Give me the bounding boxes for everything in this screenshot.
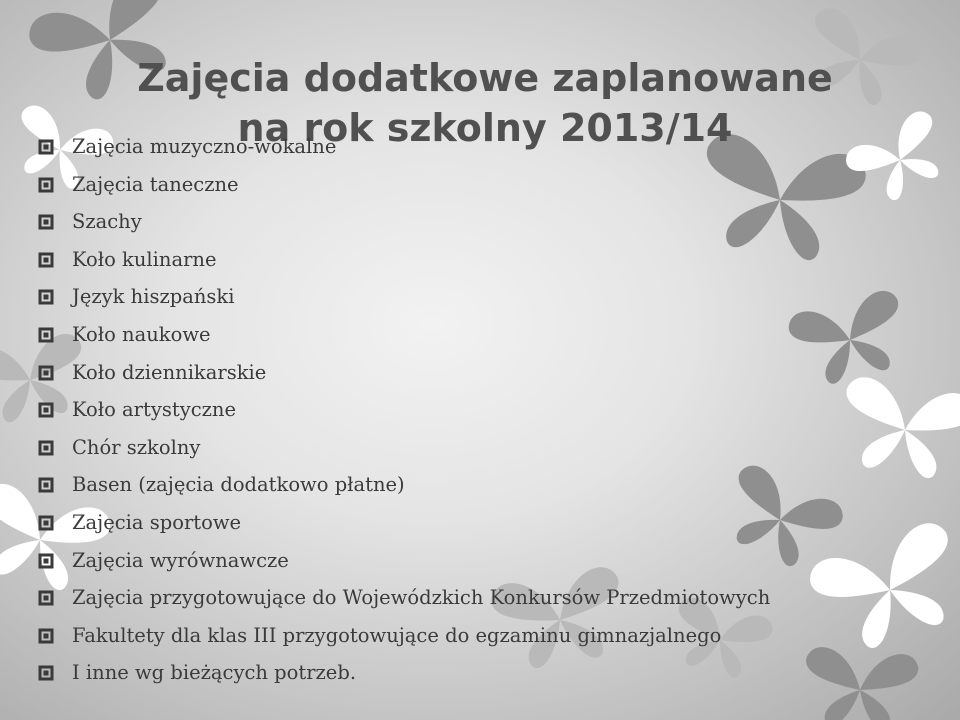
hollow-square-bullet-icon [38, 327, 54, 343]
hollow-square-bullet-icon [38, 177, 54, 193]
list-item-text: Chór szkolny [72, 435, 201, 459]
hollow-square-bullet-icon [38, 665, 54, 681]
hollow-square-bullet-icon [38, 139, 54, 155]
list-item-text: Zajęcia sportowe [72, 510, 242, 534]
list-item-text: Basen (zajęcia dodatkowo płatne) [72, 473, 405, 497]
list-item-text: Zajęcia wyrównawcze [72, 548, 289, 572]
list-item-text: Szachy [72, 210, 142, 234]
list-item [36, 429, 936, 467]
list-item [36, 316, 936, 354]
list-item [36, 654, 936, 692]
list-item-text: Koło kulinarne [72, 247, 217, 271]
list-item-text: Zajęcia muzyczno-wokalne [72, 135, 337, 158]
list-item [36, 354, 936, 392]
list-item-text: Zajęcia przygotowujące do Wojewódzkich Konkursów Przedmiotowych [72, 586, 771, 610]
list-item [36, 579, 936, 617]
title-line-2: na rok szkolny 2013/14 [237, 106, 733, 151]
list-item [36, 278, 936, 316]
list-item-text: I inne wg bieżących potrzeb. [72, 661, 357, 685]
list-item [36, 542, 936, 580]
hollow-square-bullet-icon [38, 252, 54, 268]
hollow-square-bullet-icon [38, 214, 54, 230]
list-item [36, 128, 936, 166]
hollow-square-bullet-icon [38, 553, 54, 569]
list-item [36, 617, 936, 655]
list-item [36, 166, 936, 204]
hollow-square-bullet-icon [38, 402, 54, 418]
hollow-square-bullet-icon [38, 515, 54, 531]
activities-list [36, 128, 936, 692]
list-item-text: Koło artystyczne [72, 398, 236, 422]
list-item [36, 391, 936, 429]
list-item-text: Język hiszpański [72, 285, 235, 309]
hollow-square-bullet-icon [38, 628, 54, 644]
hollow-square-bullet-icon [38, 365, 54, 381]
hollow-square-bullet-icon [38, 477, 54, 493]
list-item [36, 203, 936, 241]
list-item [36, 241, 936, 279]
list-item [36, 466, 936, 504]
list-item-text: Zajęcia taneczne [72, 172, 239, 196]
list-item-text: Fakultety dla klas III przygotowujące do egzaminu gimnazjalnego [72, 623, 722, 647]
hollow-square-bullet-icon [38, 289, 54, 305]
hollow-square-bullet-icon [38, 440, 54, 456]
list-item [36, 504, 936, 542]
list-item-text: Koło dziennikarskie [72, 360, 267, 384]
title-line-1: Zajęcia dodatkowe zaplanowane [137, 56, 833, 101]
hollow-square-bullet-icon [38, 590, 54, 606]
list-item-text: Koło naukowe [72, 322, 211, 346]
